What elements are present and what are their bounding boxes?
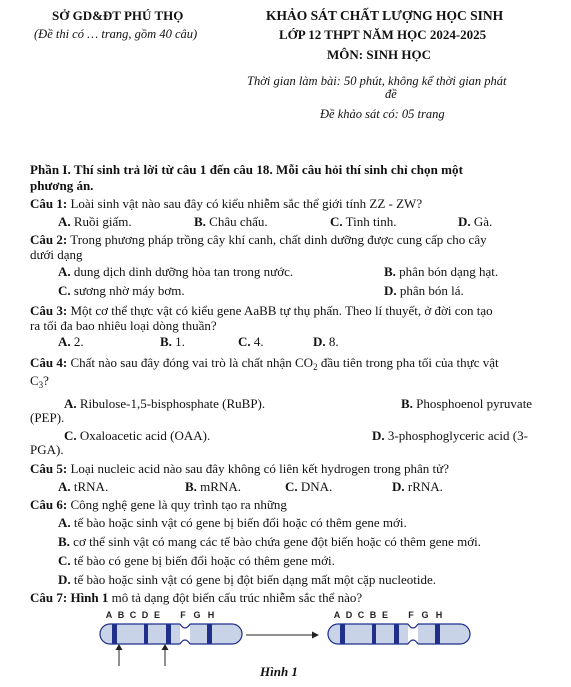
gene-label: D	[141, 610, 149, 620]
q2-option-c[interactable]: C. sương nhờ máy bơm.	[58, 283, 185, 298]
q5-option-d[interactable]: D. rRNA.	[392, 479, 443, 494]
part-1-line-1: Phần I. Thí sinh trả lời từ câu 1 đến câu 18. Mỗi câu hỏi thí sinh chỉ chọn một	[30, 162, 463, 177]
chromosome-band	[207, 624, 212, 644]
q3-text-cont: ra tối đa bao nhiêu loại dòng thuần?	[30, 318, 217, 333]
gene-label: E	[381, 610, 389, 620]
q2-text-cont: dưới dạng	[30, 247, 83, 262]
gene-label: D	[345, 610, 353, 620]
gene-label: C	[129, 610, 137, 620]
question-7: Câu 7: Hình 1 mô tả dạng đột biến cấu trúc nhiễm sắc thể nào?	[30, 590, 363, 605]
gene-label: A	[333, 610, 341, 620]
chromosome-figure	[90, 608, 490, 670]
department-name: SỞ GD&ĐT PHÚ THỌ	[52, 8, 184, 23]
arrow-icon	[246, 632, 319, 639]
co2-subscript: 2	[313, 362, 318, 372]
q4-option-b[interactable]: B. Phosphoenol pyruvate	[401, 396, 533, 411]
q4-option-a[interactable]: A. Ribulose-1,5-bisphosphate (RuBP).	[64, 396, 266, 411]
q3-option-d[interactable]: D. 8.	[313, 334, 339, 349]
breakpoint-arrow-right	[162, 644, 169, 666]
gene-label: F	[408, 610, 414, 620]
question-6: Câu 6: Công nghệ gene là quy trình tạo ra những	[30, 497, 287, 512]
gene-label: F	[180, 610, 186, 620]
q5-option-a[interactable]: A. tRNA.	[58, 479, 109, 494]
gene-label: B	[369, 610, 377, 620]
chromosome-band	[340, 624, 345, 644]
q1-option-d[interactable]: D. Gà.	[458, 214, 493, 229]
gene-label: B	[117, 610, 125, 620]
q1-option-a[interactable]: A. Ruồi giấm.	[58, 214, 132, 229]
q3-option-a[interactable]: A. 2.	[58, 334, 84, 349]
chromosome-band	[372, 624, 376, 644]
gene-label: H	[435, 610, 443, 620]
part-1-line-2: phương án.	[30, 178, 94, 193]
question-1	[30, 196, 422, 212]
department-note: (Đề thi có … trang, gồm 40 câu)	[34, 27, 198, 41]
chromosome-band	[166, 624, 171, 644]
q4-option-d[interactable]: D. 3-phosphoglyceric acid (3-	[372, 428, 528, 443]
time-line-1: Thời gian làm bài: 50 phút, không kể thời gian phát	[247, 74, 507, 88]
q4-option-c[interactable]: C. Oxaloacetic acid (OAA).	[64, 428, 211, 443]
q6-option-b[interactable]: B. cơ thể sinh vật có mang các tế bào chứa gene đột biến hoặc có thêm gene mới.	[58, 534, 481, 549]
chromosome-band	[144, 624, 148, 644]
q4-option-d-cont: PGA).	[30, 442, 64, 457]
q6-option-a[interactable]: A. tế bào hoặc sinh vật có gene bị biến đổi hoặc có thêm gene mới.	[58, 515, 407, 530]
q1-option-b[interactable]: B. Châu chấu.	[194, 214, 268, 229]
q1-option-c[interactable]: C. Tinh tinh.	[330, 214, 397, 229]
breakpoint-arrow-left	[116, 644, 123, 666]
gene-label: A	[105, 610, 113, 620]
chromosome-band	[435, 624, 440, 644]
class-year: LỚP 12 THPT NĂM HỌC 2024-2025	[279, 27, 487, 42]
gene-label: G	[193, 610, 201, 620]
q3-option-b[interactable]: B. 1.	[160, 334, 185, 349]
q6-option-d[interactable]: D. tế bào hoặc sinh vật có gene bị đột biến dạng mất một cặp nucleotide.	[58, 572, 436, 587]
question-3: Câu 3: Một cơ thể thực vật có kiểu gene AaBB tự thụ phấn. Theo lí thuyết, ở đời con tạo	[30, 303, 493, 318]
q5-option-c[interactable]: C. DNA.	[285, 479, 333, 494]
question-label: Câu 1:	[30, 196, 68, 211]
gene-label: H	[207, 610, 215, 620]
question-5: Câu 5: Loại nucleic acid nào sau đây không có liên kết hydrogen trong phân tử?	[30, 461, 449, 476]
q2-option-b[interactable]: B. phân bón dạng hạt.	[384, 264, 499, 279]
q4-c3: $C_3$?	[30, 373, 49, 390]
q2-option-a[interactable]: A. dung dịch dinh dưỡng hòa tan trong nước.	[58, 264, 294, 279]
chromosome-before	[100, 610, 242, 645]
gene-label: G	[421, 610, 429, 620]
question-text: Loài sinh vật nào sau đây có kiểu nhiễm sắc thể giới tính ZZ - ZW?	[70, 196, 423, 211]
q6-option-c[interactable]: C. tế bào có gene bị biến đổi hoặc có thêm gene mới.	[58, 553, 335, 568]
question-2: Câu 2: Trong phương pháp trồng cây khí canh, chất dinh dưỡng được cung cấp cho cây	[30, 232, 487, 247]
time-line-2: đề	[385, 87, 397, 101]
subject: MÔN: SINH HỌC	[327, 47, 431, 62]
gene-label: C	[357, 610, 365, 620]
figure-caption: Hình 1	[260, 664, 298, 679]
exam-title: KHẢO SÁT CHẤT LƯỢNG HỌC SINH	[266, 8, 504, 23]
q4-option-b-cont: (PEP).	[30, 410, 65, 425]
gene-label: E	[153, 610, 161, 620]
page-count: Đề khảo sát có: 05 trang	[320, 107, 445, 121]
q3-option-c[interactable]: C. 4.	[238, 334, 264, 349]
figure-reference: Hình 1	[70, 590, 109, 605]
chromosome-after	[328, 610, 470, 645]
chromosome-band	[394, 624, 399, 644]
q5-option-b[interactable]: B. mRNA.	[185, 479, 241, 494]
question-4: Câu 4: Chất nào sau đây đóng vai trò là chất nhận $CO_2$ đầu tiên trong pha tối của thực vật	[30, 355, 499, 372]
chromosome-band	[112, 624, 117, 644]
q2-option-d[interactable]: D. phân bón lá.	[384, 283, 464, 298]
